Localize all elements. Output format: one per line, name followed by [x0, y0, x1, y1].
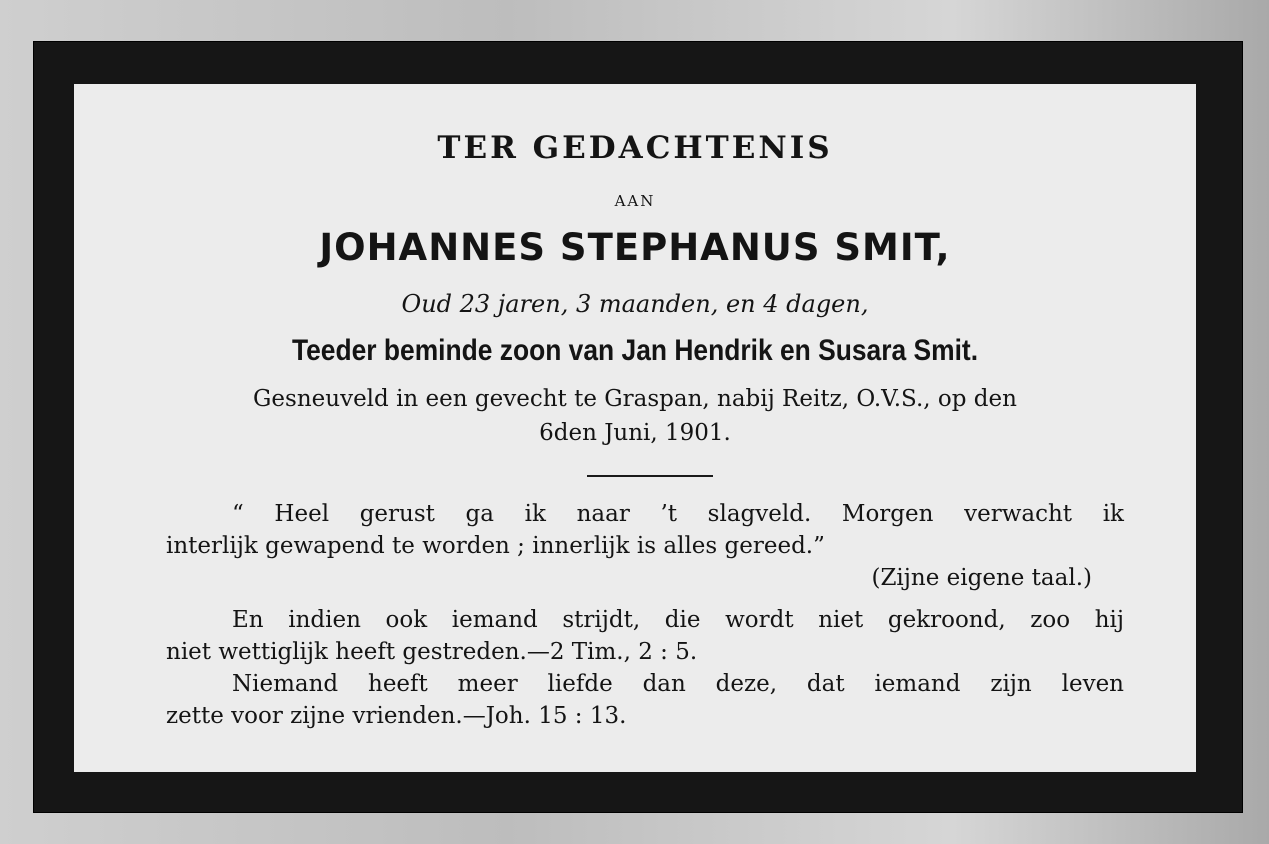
death-place-line: Gesneuveld in een gevecht te Graspan, nabij Reitz, O.V.S., op den [253, 386, 1017, 412]
verse-timothy [166, 604, 1124, 668]
parents-line: Teeder beminde zoon van Jan Hendrik en Susara Smit. [291, 334, 979, 367]
memorial-card [74, 84, 1196, 772]
deceased-name: JOHANNES STEPHANUS SMIT, [319, 226, 951, 269]
verse-john-line-1: Niemand heeft meer liefde dan deze, dat iemand zijn leven [232, 671, 1124, 697]
card-to: AAN [614, 192, 656, 210]
quote-source: (Zijne eigene taal.) [871, 565, 1092, 591]
verse-timothy-line-1: En indien ook iemand strijdt, die wordt niet gekroond, zoo hij [232, 607, 1124, 633]
death-date-line: 6den Juni, 1901. [539, 420, 731, 446]
quote-paragraph [166, 498, 1124, 562]
quote-line-2: interlijk gewapend te worden ; innerlijk is alles gereed.” [166, 533, 825, 559]
section-divider [587, 475, 713, 477]
verse-john-line-2: zette voor zijne vrienden.—Joh. 15 : 13. [166, 703, 627, 729]
quote-line-1: “ Heel gerust ga ik naar ’t slagveld. Morgen verwacht ik [232, 501, 1124, 527]
card-heading: TER GEDACHTENIS [437, 130, 833, 166]
verse-timothy-line-2: niet wettiglijk heeft gestreden.—2 Tim., 2 : 5. [166, 639, 698, 665]
verse-john [166, 668, 1124, 732]
deceased-age: Oud 23 jaren, 3 maanden, en 4 dagen, [401, 290, 869, 318]
